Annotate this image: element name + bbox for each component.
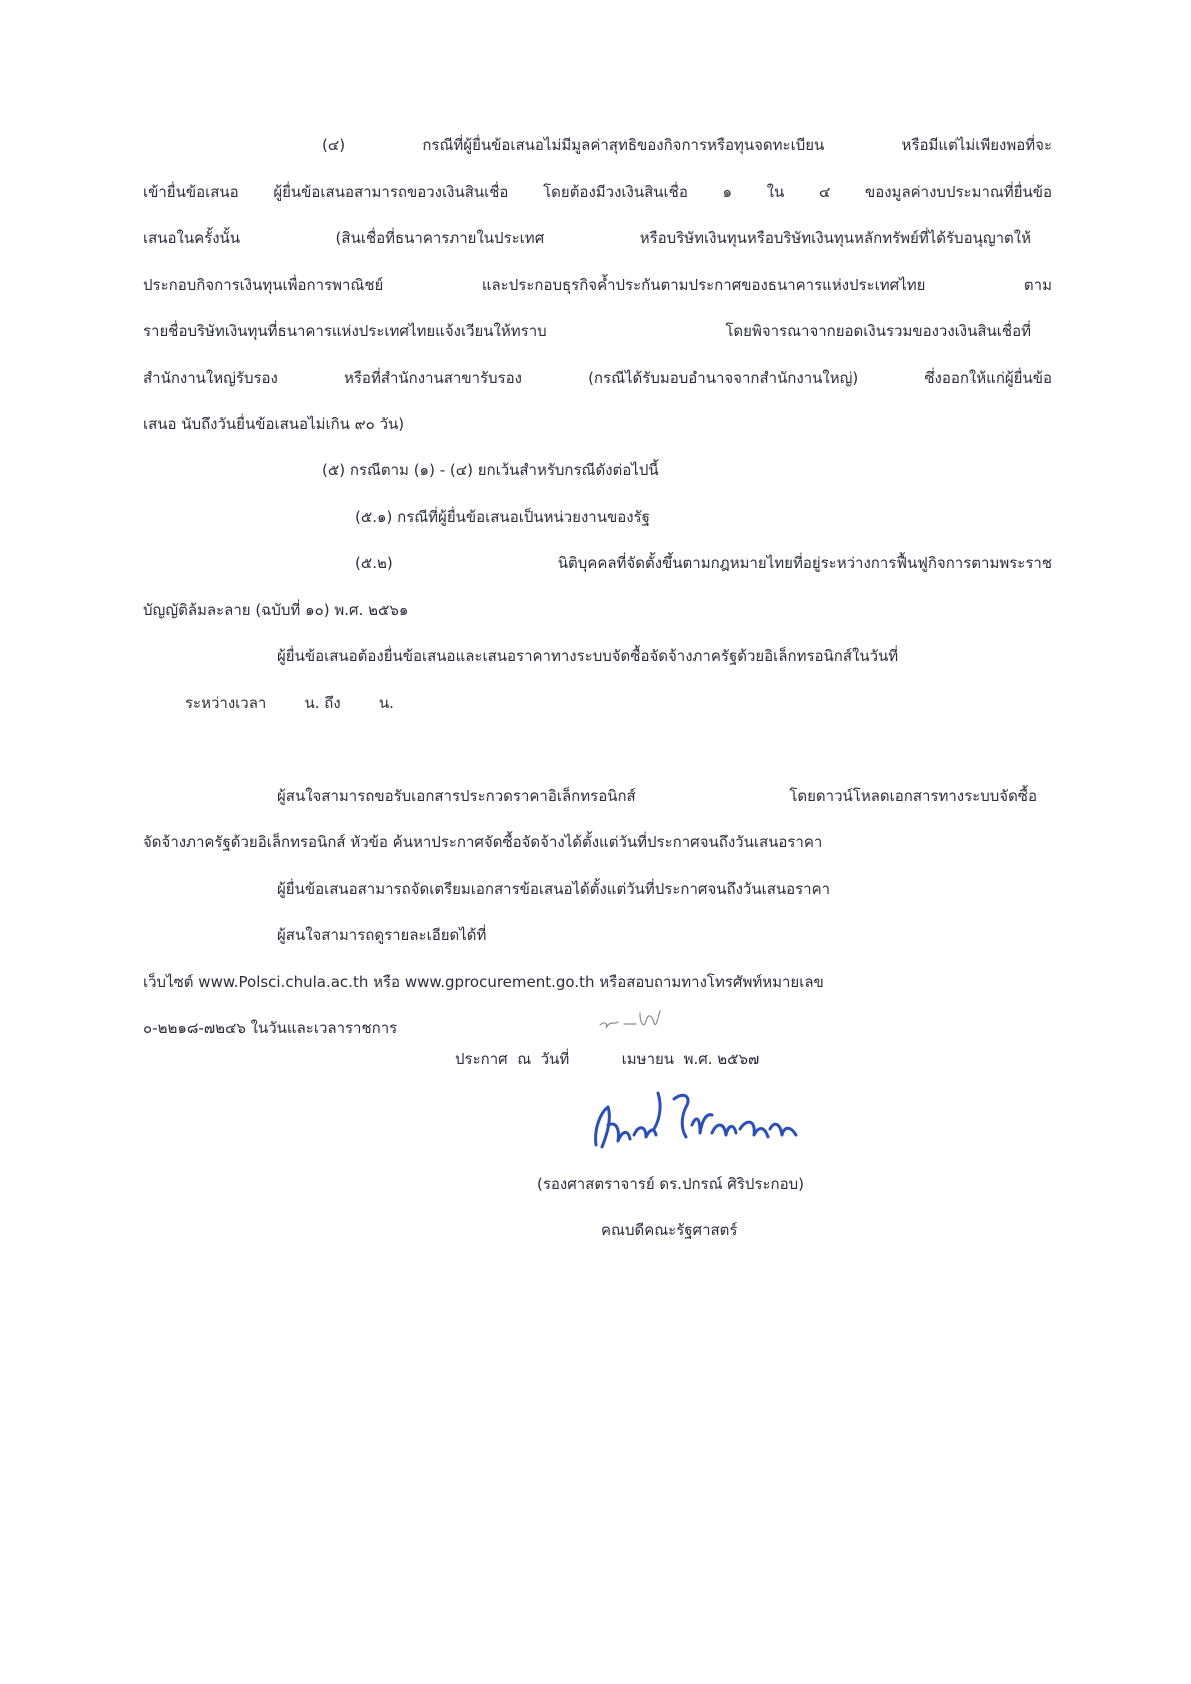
initials-mark (596, 1003, 666, 1033)
paragraph-4-line-4: ประกอบกิจการเงินทุนเพื่อการพาณิชย์ และประกอบธุรกิจค้ำประกันตามประกาศของธนาคารแห่งประเทศไทย ตาม (143, 276, 1052, 294)
signer-name: (รองศาสตราจารย์ ดร.ปกรณ์ ศิริประกอบ) (537, 1175, 804, 1193)
paragraph-4-line-7: เสนอ นับถึงวันยื่นข้อเสนอไม่เกิน ๙๐ วัน) (143, 415, 405, 433)
phone-line: ๐-๒๒๑๘-๗๒๔๖ ในวันและเวลาราชการ (143, 1019, 398, 1037)
paragraph-4-line-5: รายชื่อบริษัทเงินทุนที่ธนาคารแห่งประเทศไทยแจ้งเวียนให้ทราบ โดยพิจารณาจากยอดเงินรวมของวงเงินสินเชื่อที่ (143, 322, 1031, 340)
paragraph-4-line-6: สำนักงานใหญ่รับรอง หรือที่สำนักงานสาขารับรอง (กรณีได้รับมอบอำนาจจากสำนักงานใหญ่) ซึ่งออกให้แก่ผู้ยื่นข้อ (143, 369, 1052, 387)
item-5: (๕) กรณีตาม (๑) - (๔) ยกเว้นสำหรับกรณีดังต่อไปนี้ (322, 461, 659, 479)
submission-line-2: ระหว่างเวลา น. ถึง น. (185, 694, 394, 712)
paragraph-4-line-2: เข้ายื่นข้อเสนอ ผู้ยื่นข้อเสนอสามารถขอวงเงินสินเชื่อ โดยต้องมีวงเงินสินเชื่อ ๑ ใน ๔ ของมูลค่างบประมาณที่ยื่นข้อ (143, 183, 1052, 201)
download-line-2: จัดจ้างภาครัฐด้วยอิเล็กทรอนิกส์ หัวข้อ ค้นหาประกาศจัดซื้อจัดจ้างได้ตั้งแต่วันที่ประกาศจนถึงวันเสนอราคา (143, 833, 823, 851)
paragraph-4-line-1: (๔) กรณีที่ผู้ยื่นข้อเสนอไม่มีมูลค่าสุทธิของกิจการหรือทุนจดทะเบียน หรือมีแต่ไม่เพียงพอที่จะ (322, 136, 1052, 154)
details-line: ผู้สนใจสามารถดูรายละเอียดได้ที่ (277, 926, 487, 944)
announce-date: ประกาศ ณ วันที่ เมษายน พ.ศ. ๒๕๖๗ (455, 1050, 760, 1068)
paragraph-4-line-3: เสนอในครั้งนั้น (สินเชื่อที่ธนาคารภายในประเทศ หรือบริษัทเงินทุนหรือบริษัทเงินทุนหลักทรัพย์ที่ได้รับอนุญาตให้ (143, 229, 1031, 247)
signer-title: คณบดีคณะรัฐศาสตร์ (601, 1221, 738, 1239)
signature (588, 1085, 808, 1160)
prepare-line: ผู้ยื่นข้อเสนอสามารถจัดเตรียมเอกสารข้อเสนอได้ตั้งแต่วันที่ประกาศจนถึงวันเสนอราคา (277, 880, 831, 898)
item-5-2-line-1: (๕.๒) นิติบุคคลที่จัดตั้งขึ้นตามกฎหมายไทยที่อยู่ระหว่างการฟื้นฟูกิจการตามพระราช (355, 554, 1052, 572)
website-line: เว็บไซต์ www.Polsci.chula.ac.th หรือ www.gprocurement.go.th หรือสอบถามทางโทรศัพท์หมายเลข (143, 973, 824, 991)
item-5-1: (๕.๑) กรณีที่ผู้ยื่นข้อเสนอเป็นหน่วยงานของรัฐ (355, 508, 650, 526)
submission-line-1: ผู้ยื่นข้อเสนอต้องยื่นข้อเสนอและเสนอราคาทางระบบจัดซื้อจัดจ้างภาครัฐด้วยอิเล็กทรอนิกส์ในวันที่ (277, 647, 899, 665)
download-line-1: ผู้สนใจสามารถขอรับเอกสารประกวดราคาอิเล็กทรอนิกส์ โดยดาวน์โหลดเอกสารทางระบบจัดซื้อ (277, 787, 1037, 805)
item-5-2-line-2: บัญญัติล้มละลาย (ฉบับที่ ๑๐) พ.ศ. ๒๕๖๑ (143, 601, 409, 619)
